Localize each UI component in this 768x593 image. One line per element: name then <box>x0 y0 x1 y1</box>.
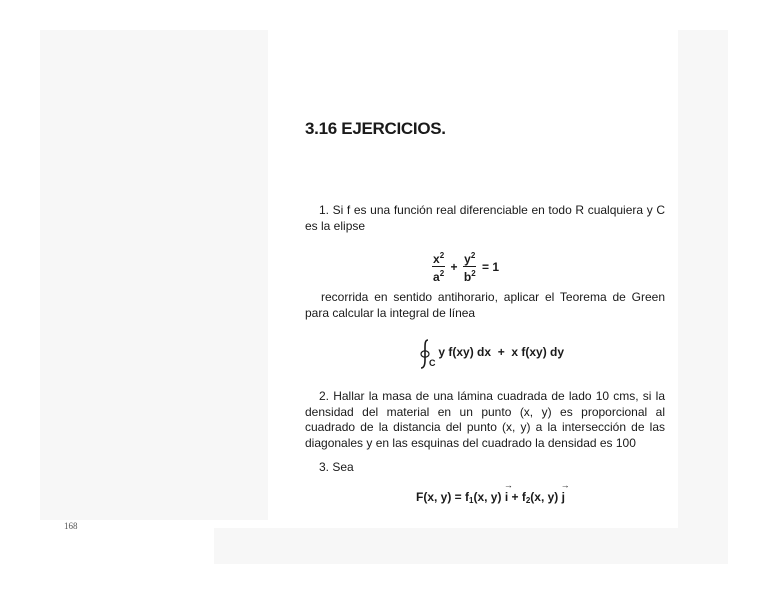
integral-expression: y f(xy) dx + x f(xy) dy <box>438 345 565 360</box>
exercise-1-intro: 1. Si f es una función real diferenciable en todo R cualquiera y C es la elipse <box>305 203 665 233</box>
section-heading: 3.16 EJERCICIOS. <box>305 119 446 138</box>
exercise-2: 2. Hallar la masa de una lámina cuadrada de lado 10 cms, si la densidad del material en un punto (x, y) es proporcional al cuadrado de la distancia del punto (x, y) a la intersección de las diagonales y en las esquinas del cuadrado la densidad es 100 <box>305 389 665 450</box>
plus-sign: + <box>450 259 458 274</box>
page-number: 168 <box>64 521 78 531</box>
x-fraction: $\frac{x^2}{a^2}$ <box>433 251 445 284</box>
scan-shade-bottom <box>214 528 728 564</box>
exercise-1-body: recorrida en sentido antihorario, aplicar el Teorema de Green para calcular la integral de línea <box>305 290 665 320</box>
ellipse-equation <box>432 249 501 284</box>
y-fraction: $\frac{y^2}{b^2}$ <box>463 251 476 284</box>
integral-subscript: C <box>429 358 436 368</box>
unit-vector-i: → i <box>505 490 508 504</box>
unit-vector-j: → j <box>562 490 565 504</box>
scan-shade-left <box>40 30 268 520</box>
equals-one: = 1 <box>481 259 499 274</box>
contour-integral-icon <box>417 338 435 368</box>
line-integral <box>417 338 564 368</box>
scan-shade-right <box>678 30 728 530</box>
exercise-3-intro: 3. Sea <box>319 460 354 474</box>
vector-field-formula: F(x, $y) = f_1(x$, $y) \to i + f_2(x$, y) → j <box>416 490 565 505</box>
